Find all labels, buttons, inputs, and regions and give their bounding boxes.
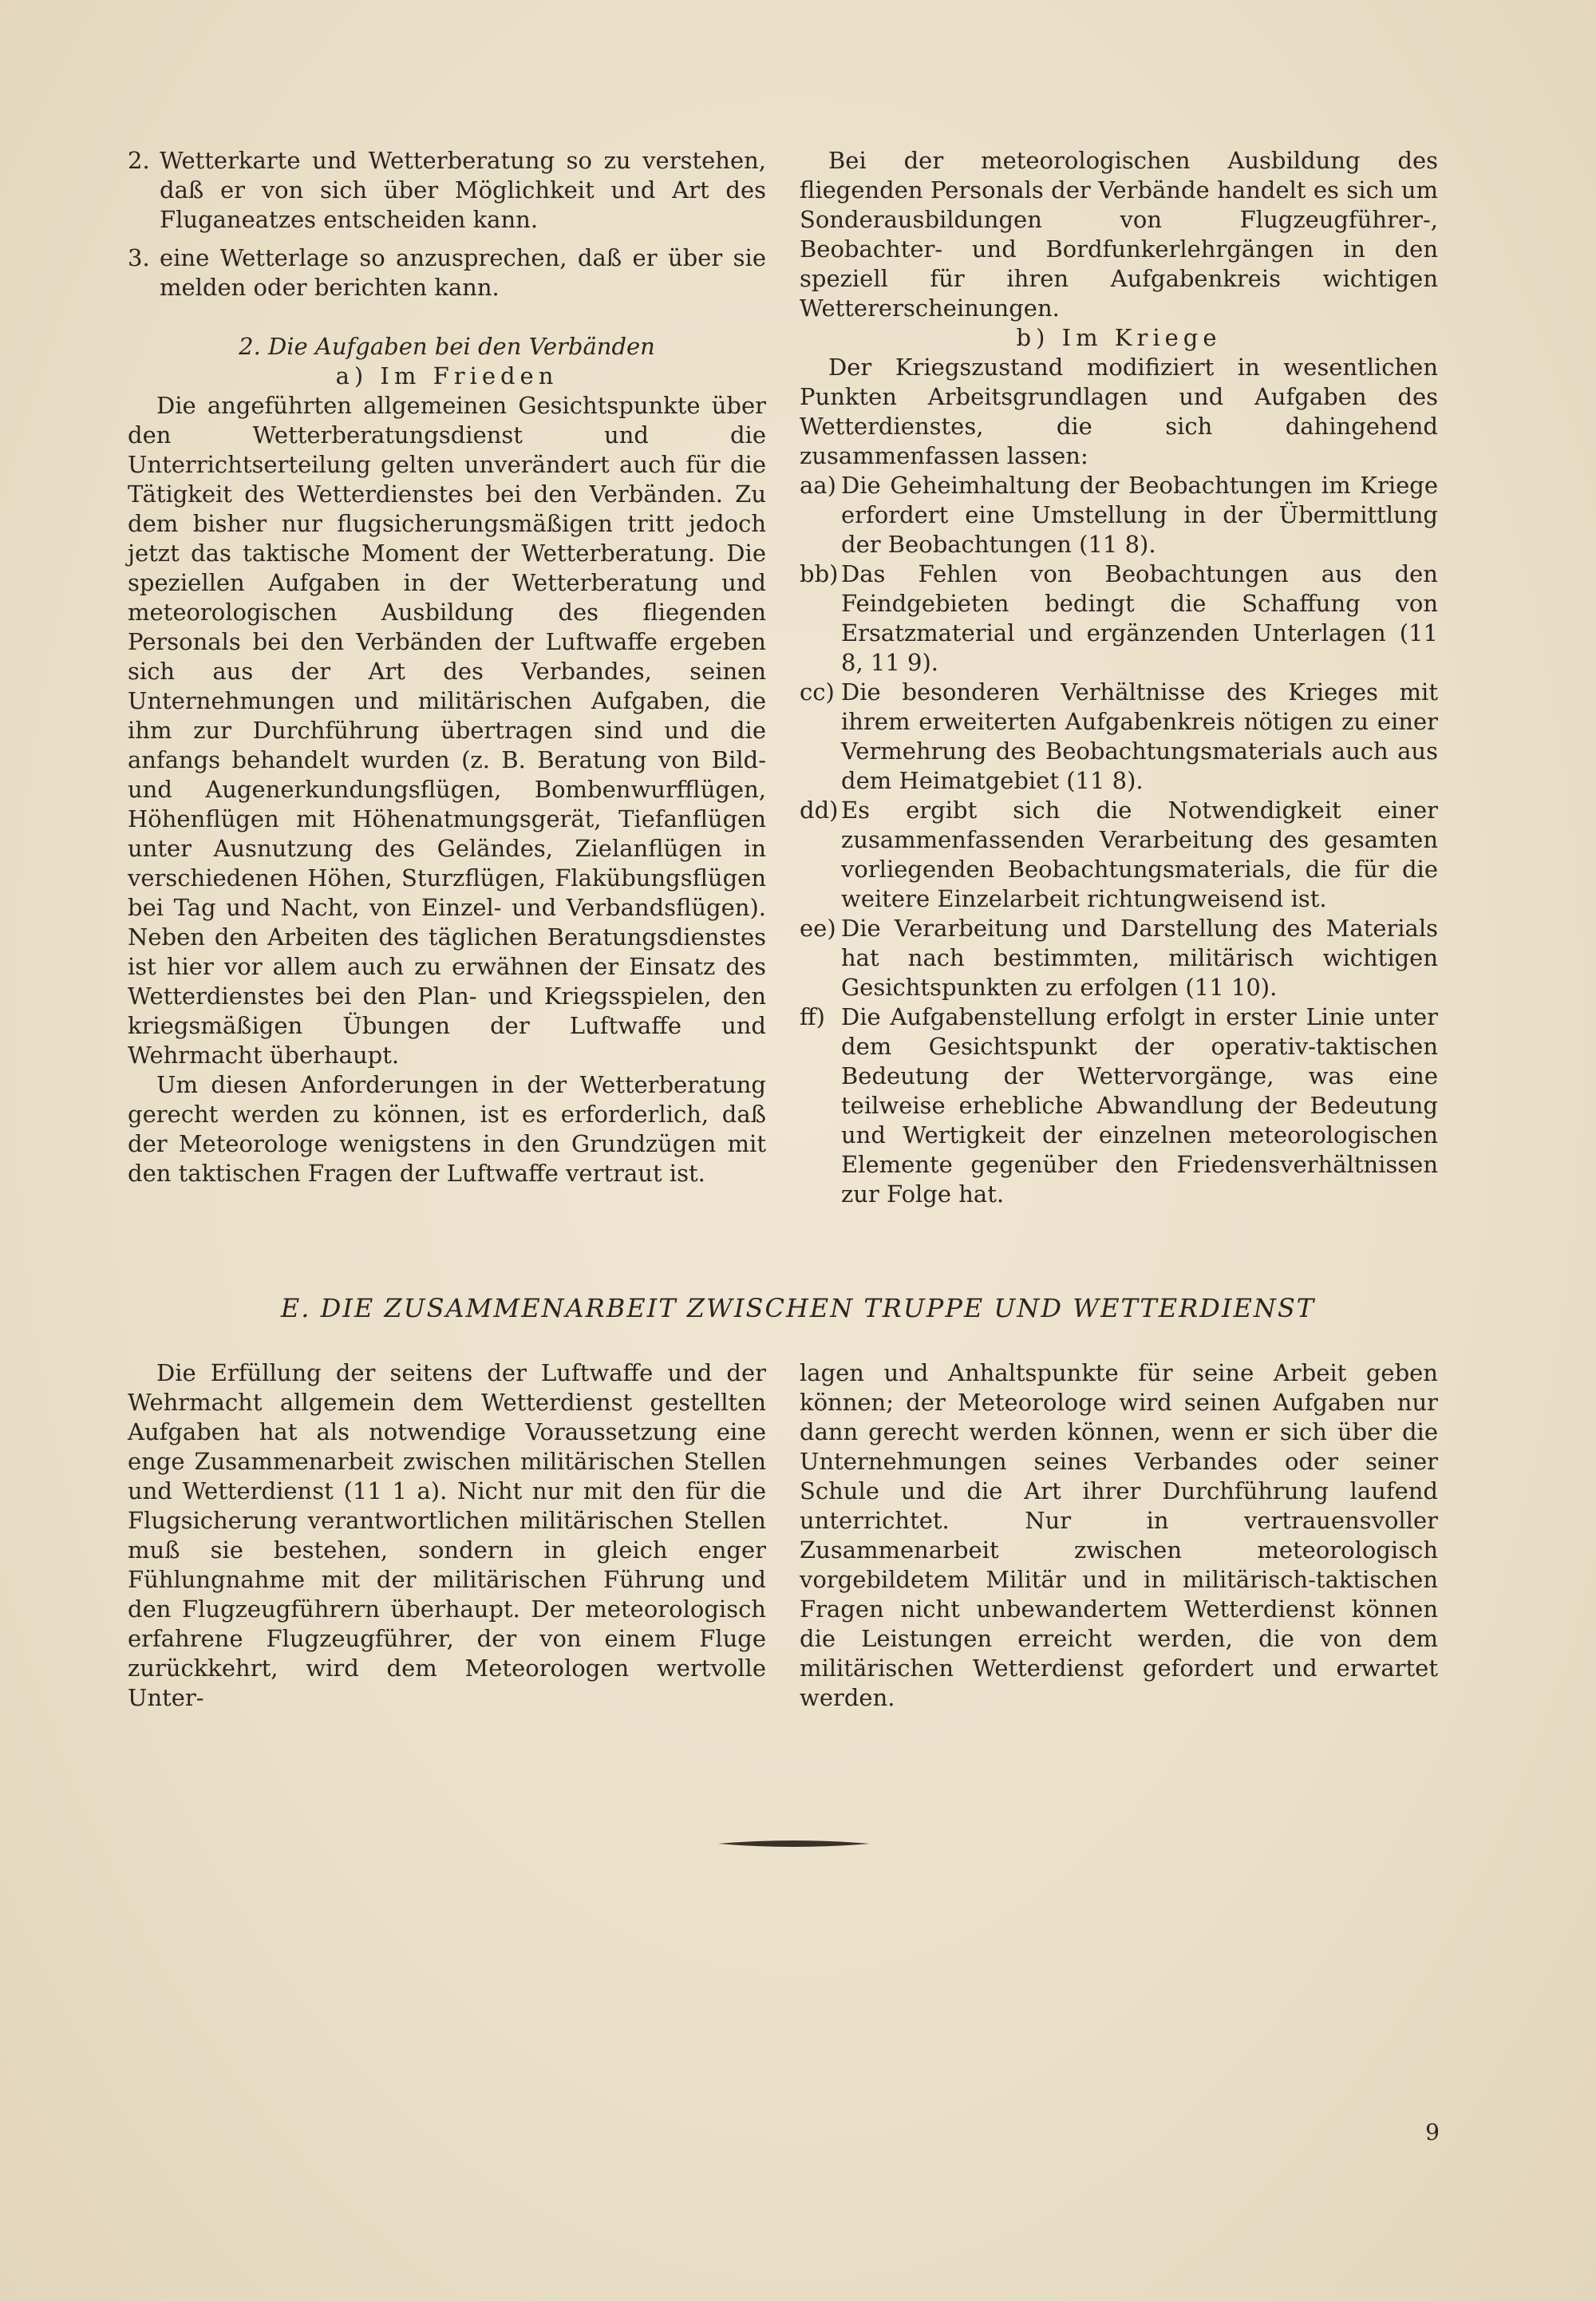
list-label: cc) <box>800 678 835 706</box>
list-item <box>800 471 1438 559</box>
list-item <box>128 243 766 302</box>
list-item <box>800 678 1438 796</box>
list-text: Die Geheimhaltung der Beobachtungen im Kriege erfordert eine Umstellung in der Übermittlung der Beobachtungen (11 8). <box>841 472 1438 558</box>
paragraph: Die Erfüllung der seitens der Luftwaffe und der Wehrmacht allgemein dem Wetterdienst gestellten Aufgaben hat als notwendige Voraussetzung eine enge Zusammenarbeit zwischen militärischen Stellen und Wetterdienst (11 1 a). Nicht nur mit den für die Flugsicherung verantwortlichen militärischen Stellen muß sie bestehen, sondern in gleich enger Fühlungnahme mit der militärischen Führung und den Flugzeugführern überhaupt. Der meteorologisch erfahrene Flugzeugführer, der von einem Fluge zurückkehrt, wird dem Meteorologen wertvolle Unter- <box>128 1359 766 1711</box>
list-item <box>128 146 766 235</box>
list-item <box>800 914 1438 1002</box>
list-text: Es ergibt sich die Notwendigkeit einer zusammenfassenden Verarbeitung des gesamten vorliegenden Beobachtungsmaterials, die für die weitere Einzelarbeit richtungweisend ist. <box>841 797 1438 912</box>
right-column-bottom <box>800 1358 1438 1713</box>
list-text: Wetterkarte und Wetterberatung so zu verstehen, daß er von sich über Möglichkeit und Art des Fluganeatzes entscheiden kann. <box>160 147 766 233</box>
list-text: eine Wetterlage so anzusprechen, daß er über sie melden oder berichten kann. <box>160 244 766 301</box>
paragraph: Die angeführten allgemeinen Gesichtspunkte über den Wetterberatungsdienst und die Unterrichtserteilung gelten unverändert auch für die Tätigkeit des Wetterdienstes bei den Verbänden. Zu dem bisher nur flugsicherungsmäßigen tritt jedoch jetzt das taktische Moment der Wetterberatung. Die speziellen Aufgaben in der Wetterberatung und meteorologischen Ausbildung des fliegenden Personals bei den Verbänden der Luftwaffe ergeben sich aus der Art des Verbandes, seinen Unternehmungen und militärischen Aufgaben, die ihm zur Durchführung übertragen sind und die anfangs behandelt wurden (z. B. Beratung von Bild- und Augenerkundungsflügen, Bombenwurfflügen, Höhenflügen mit Höhenatmungsgerät, Tiefanflügen unter Ausnutzung des Geländes, Zielanflügen in verschiedenen Höhen, Sturzflügen, Flakübungsflügen bei Tag und Nacht, von Einzel- und Verbandsflügen). Neben den Arbeiten des täglichen Beratungsdienstes ist hier vor allem auch zu erwähnen der Einsatz des Wetterdienstes bei den Plan- und Kriegsspielen, den kriegsmäßigen Übungen der Luftwaffe und Wehrmacht überhaupt. <box>128 392 766 1069</box>
paragraph: Bei der meteorologischen Ausbildung des fliegenden Personals der Verbände handelt es sich um Sonderausbildungen von Flugzeugführer-, Beobachter- und Bordfunkerlehrgängen in den speziell für ihren Aufgabenkreis wichtigen Wettererscheinungen. <box>800 147 1438 322</box>
list-text: Die besonderen Verhältnisse des Krieges mit ihrem erweiterten Aufgabenkreis nötigen zu einer Vermehrung des Beobachtungsmaterials auch aus dem Heimatgebiet (11 8). <box>841 678 1438 794</box>
left-column-top <box>128 146 766 1188</box>
paragraph: Der Kriegszustand modifiziert in wesentlichen Punkten Arbeitsgrundlagen und Aufgaben des Wetterdienstes, die sich dahingehend zusammenfassen lassen: <box>800 354 1438 469</box>
list-number: 3. <box>128 244 150 271</box>
list-label: aa) <box>800 472 836 499</box>
section-heading: E. DIE ZUSAMMENARBEIT ZWISCHEN TRUPPE UND WETTERDIENST <box>280 1293 1316 1323</box>
list-text: Das Fehlen von Beobachtungen aus den Feindgebieten bedingt die Schaffung von Ersatzmaterial und ergänzenden Unterlagen (11 8, 11 9). <box>841 560 1438 676</box>
ornamental-divider <box>718 1839 870 1848</box>
list-label: bb) <box>800 560 839 587</box>
right-column-top <box>800 146 1438 1209</box>
list-item <box>800 1002 1438 1209</box>
subsection-subheading: b) Im Kriege <box>1016 324 1222 351</box>
left-column-bottom <box>128 1358 766 1713</box>
list-item <box>800 796 1438 914</box>
page-number: 9 <box>1425 2119 1440 2145</box>
list-text: Die Aufgabenstellung erfolgt in erster Linie unter dem Gesichtspunkt der operativ-taktischen Bedeutung der Wettervorgänge, was eine teilweise erhebliche Abwandlung der Bedeutung und Wertigkeit der einzelnen meteorologischen Elemente gegenüber den Friedensverhältnissen zur Folge hat. <box>841 1003 1438 1208</box>
paragraph: Um diesen Anforderungen in der Wetterberatung gerecht werden zu können, ist es erforderlich, daß der Meteorologe wenigstens in den Grundzügen mit den taktischen Fragen der Luftwaffe vertraut ist. <box>128 1071 766 1187</box>
list-text: Die Verarbeitung und Darstellung des Materials hat nach bestimmten, militärisch wichtigen Gesichtspunkten zu erfolgen (11 10). <box>841 915 1438 1001</box>
paragraph: lagen und Anhaltspunkte für seine Arbeit geben können; der Meteorologe wird seinen Aufgaben nur dann gerecht werden können, wenn er sich über die Unternehmungen seines Verbandes oder seiner Schule und die Art ihrer Durchführung laufend unterrichtet. Nur in vertrauensvoller Zusammenarbeit zwischen meteorologisch vorgebildetem Militär und in militärisch-taktischen Fragen nicht unbewandertem Wetterdienst können die Leistungen erreicht werden, die von dem militärischen Wetterdienst gefordert und erwartet werden. <box>800 1359 1438 1711</box>
list-number: 2. <box>128 147 150 174</box>
list-label: dd) <box>800 797 839 824</box>
subsection-subheading: a) Im Frieden <box>335 362 559 389</box>
subsection-heading: 2. Die Aufgaben bei den Verbänden <box>239 333 655 360</box>
list-label: ff) <box>800 1003 825 1030</box>
list-item <box>800 559 1438 678</box>
list-label: ee) <box>800 915 836 942</box>
